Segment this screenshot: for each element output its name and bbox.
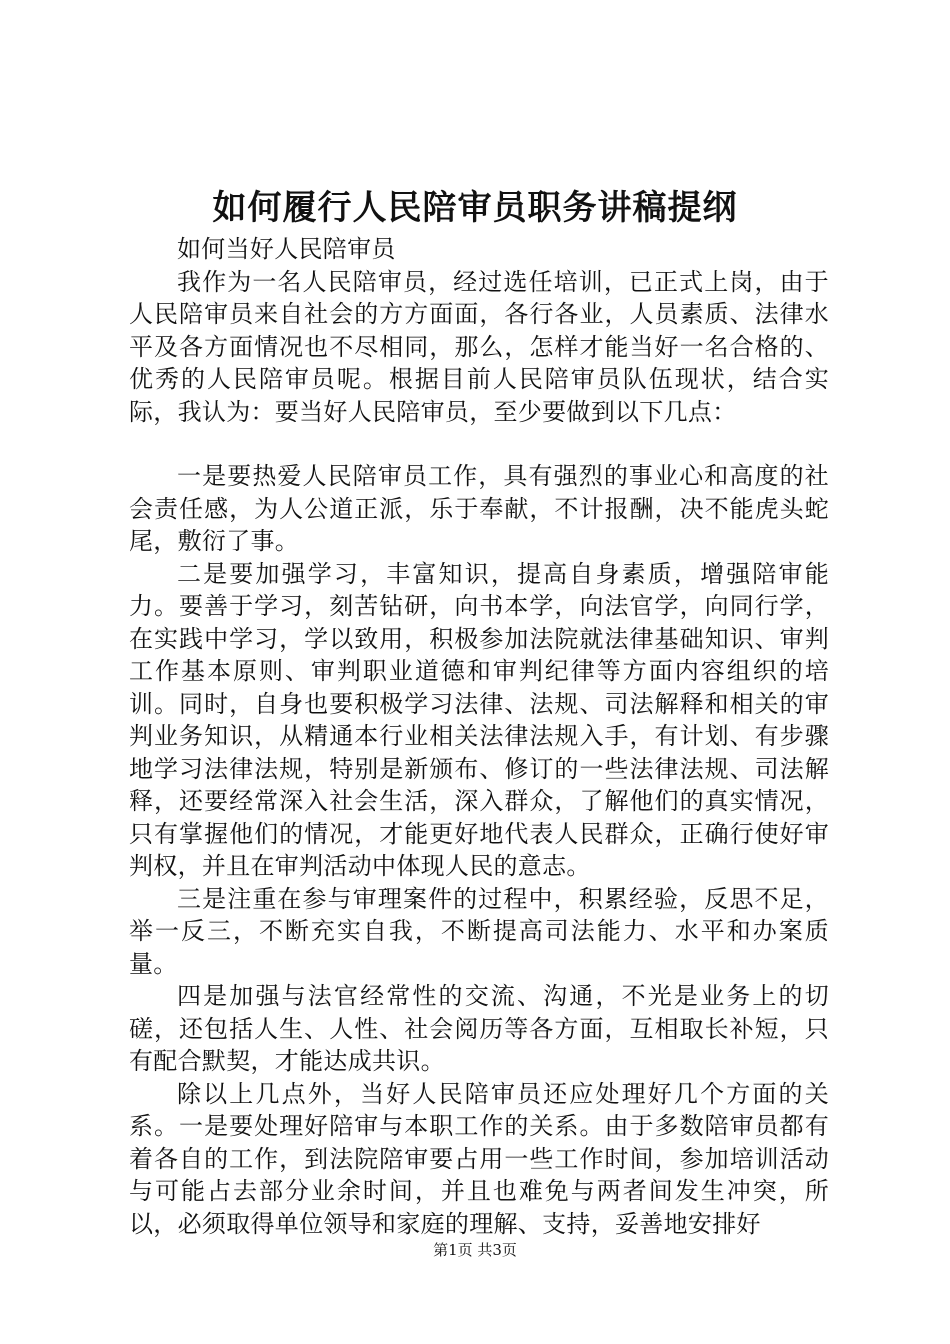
paragraph-spacer [129,428,829,460]
page-number-footer: 第1页 共3页 [433,1241,517,1259]
paragraph-point-three: 三是注重在参与审理案件的过程中，积累经验，反思不足，举一反三，不断充实自我，不断提高司法能力、水平和办案质量。 [129,884,829,978]
document-title: 如何履行人民陪审员职务讲稿提纲 [212,188,738,228]
paragraph-point-four: 四是加强与法官经常性的交流、沟通，不光是业务上的切磋，还包括人生、人性、社会阅历等各方面，互相取长补短，只有配合默契，才能达成共识。 [129,982,829,1075]
paragraph-point-two: 二是要加强学习，丰富知识，提高自身素质，增强陪审能力。要善于学习，刻苦钻研，向书本学，向法官学，向同行学，在实践中学习，学以致用，积极参加法院就法律基础知识、审判工作基本原则、审判职业道德和审判纪律等方面内容组织的培训。同时，自身也要积极学习法律、法规、司法解释和相关的审判业务知识，从精通本行业相关法律法规入手，有计划、有步骤地学习法律法规，特别是新颁布、修订的一些法律法规、司法解释，还要经常深入社会生活，深入群众，了解他们的真实情况，只有掌握他们的情况，才能更好地代表人民群众，正确行使好审判权，并且在审判活动中体现人民的意志。 [129,559,829,880]
paragraph-relations: 除以上几点外，当好人民陪审员还应处理好几个方面的关系。一是要处理好陪审与本职工作的关系。由于多数陪审员都有着各自的工作，到法院陪审要占用一些工作时间，参加培训活动与可能占去部分业余时间，并且也难免与两者间发生冲突，所以，必须取得单位领导和家庭的理解、支持，妥善地安排好 [129,1079,829,1238]
paragraph-point-one: 一是要热爱人民陪审员工作，具有强烈的事业心和高度的社会责任感，为人公道正派，乐于奉献，不计报酬，决不能虎头蛇尾，敷衍了事。 [129,462,829,555]
paragraph-intro: 我作为一名人民陪审员，经过选任培训，已正式上岗，由于人民陪审员来自社会的方方面面，各行各业，人员素质、法律水平及各方面情况也不尽相同，那么，怎样才能当好一名合格的、优秀的人民陪审员呢。根据目前人民陪审员队伍现状，结合实际，我认为：要当好人民陪审员，至少要做到以下几点： [129,267,829,426]
document-body [129,233,829,1240]
document-subtitle: 如何当好人民陪审员 [177,235,396,263]
